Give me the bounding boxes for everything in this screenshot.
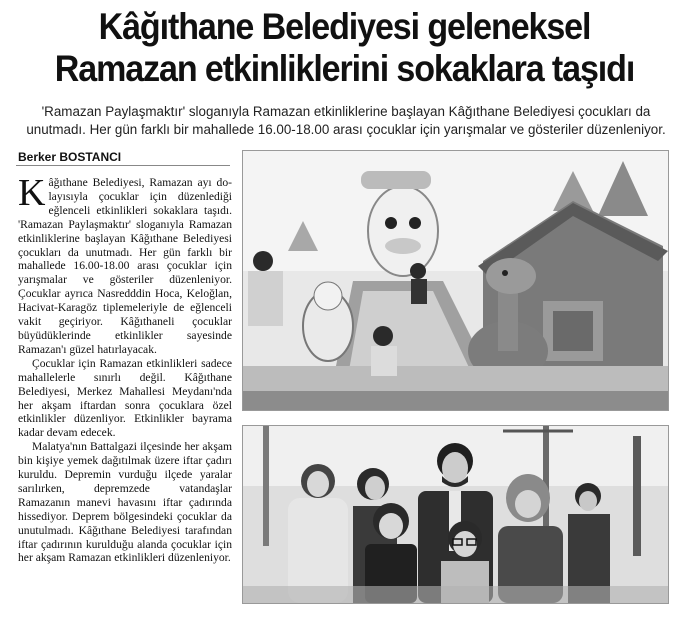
photo-group-people-image — [243, 426, 668, 603]
article-paragraph-2: Çocuklar için Ramazan etkinlikleri sadece mahallelerle sınırlı değil. Kâğıthane Belediyesi, Merkez Mahallesi Meydanı'nda her akşam iftardan sonra çocuklara özel etkinlikler düzenliyor. Etkinlikler bayrama kadar devam edecek. — [18, 356, 232, 440]
standfirst: 'Ramazan Paylaşmaktır' sloganıyla Ramazan etkinliklerine başlayan Kâğıthane Belediyesi çocukları da unutmadı. Her gün farklı bir mahallede 16.00-18.00 arası çocuklar için yarışmalar ve gösteriler düzenleniyor. — [26, 104, 666, 137]
photo-inflatable-castles — [242, 150, 669, 411]
article-paragraph-1-text: âğıthane Belediyesi, Ramazan ayı do-layısıyla çocuklar için düzenlediği eğlenceli etkinlikleri sokaklara taşıdı. 'Ramazan Paylaşmaktır' sloganıyla Ramazan etkinliklerine başlayan Kâğıthane Belediyesi çocukları da unutmadı. Her gün farklı bir mahallede 16.00-18.00 arası çocuklar için yarışmalar ve gösteriler düzenleniyor. Çocuklar ayrıca Nasredddin Hoca, Keloğlan, Hacivat-Karagöz tiplemeleriyle de eğlenceli vakit geçiriyor. Kâğıthaneli çocuklar büyüdüklerinde etkinlikler sayesinde Ramazan'ı güzel hatırlayacak. — [18, 176, 232, 356]
article-body — [18, 172, 232, 565]
photo-group-people — [242, 425, 669, 604]
drop-cap: K — [18, 172, 46, 214]
headline — [28, 6, 662, 90]
article-paragraph-1 — [18, 172, 232, 357]
headline-line-1: Kâğıthane Belediyesi geleneksel — [98, 6, 591, 47]
headline-line-2: Ramazan etkinliklerini sokaklara taşıdı — [54, 48, 635, 89]
article-paragraph-3: Malatya'nın Battalgazi ilçesinde her akşam bin kişiye yemek dağıtılmak üzere iftar çadırı kuruldu. Depremin vurduğu ilçede yaralar sarılırken, depremzede vatandaşlar Ramazanın manevi havasını iftar çadırında hissediyor. Deprem bölgesindeki çocuklar da unutulmadı. Kâğıthane Belediyesi tarafından iftar çadırının kurulduğu alanda çocuklar için her akşam Ramazan etkinlikleri düzenleniyor. — [18, 440, 232, 565]
byline: Berker BOSTANCI — [18, 150, 122, 164]
byline-rule — [16, 165, 230, 166]
photo-inflatable-castles-image — [243, 151, 668, 410]
